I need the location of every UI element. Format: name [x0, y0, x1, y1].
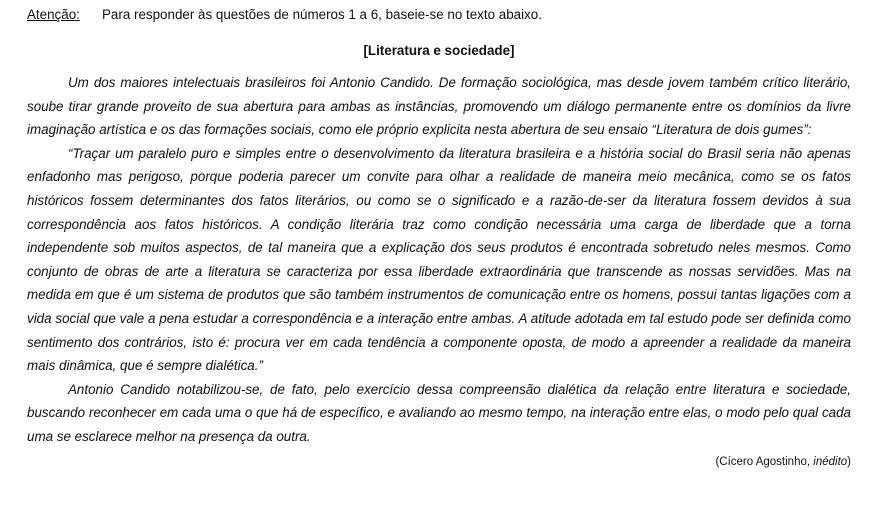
instruction-text: Para responder às questões de números 1 a 6, baseie-se no texto abaixo.	[102, 7, 542, 22]
paragraph-3: Antonio Candido notabilizou-se, de fato, pelo exercício dessa compreensão dialética da relação entre literatura e sociedade, buscando reconhecer em cada uma o que há de específico, e avaliando ao mesmo tempo, na interação entre elas, o modo pelo qual cada uma se esclarece melhor na presença da outra.	[27, 381, 851, 444]
credit-author: (Cícero Agostinho,	[715, 455, 814, 468]
paragraph-1: Um dos maiores intelectuais brasileiros foi Antonio Candido. De formação sociológica, mas desde jovem também crítico literário, soube tirar grande proveito de sua abertura para ambas as instâncias, promovendo um diálogo permanente entre os domínios da livre imaginação artística e os das formações sociais, como ele próprio explicita nesta abertura de seu ensaio “Literatura de dois gumes”:	[27, 75, 851, 138]
attention-label: Atenção:	[27, 7, 80, 22]
paragraph-quote: “Traçar um paralelo puro e simples entre o desenvolvimento da literatura brasileira e a história social do Brasil seria não apenas enfadonho mas perigoso, porque poderia parecer um convite para olhar a realidade de maneira meio mecânica, como se os fatos históricos fossem determinantes dos fatos literários, ou como se o significado e a razão-de-ser da literatura fossem devidos à sua correspondência aos fatos históricos. A condição literária traz como condição necessária uma carga de liberdade que a torna independente sob muitos aspectos, de tal maneira que a explicação dos seus produtos é encontrada sobretudo neles mesmos. Como conjunto de obras de arte a literatura se caracteriza por essa liberdade extraordinária que transcende as nossas servidões. Mas na medida em que é um sistema de produtos que são também instrumentos de comunicação entre os homens, possui tantas ligações com a vida social que vale a pena estudar a correspondência e a interação entre ambas. A atitude adotada em tal estudo pode ser definida como sentimento dos contrários, isto é: procura ver em cada tendência a componente oposta, de modo a apreender a realidade da maneira mais dinâmica, que é sempre dialética.”	[27, 145, 851, 374]
article-credit	[27, 456, 851, 468]
article-body	[27, 71, 851, 449]
instruction-header	[27, 6, 851, 28]
article-title: [Literatura e sociedade]	[363, 43, 515, 58]
credit-note: inédito	[813, 455, 848, 468]
credit-close: )	[847, 455, 851, 468]
